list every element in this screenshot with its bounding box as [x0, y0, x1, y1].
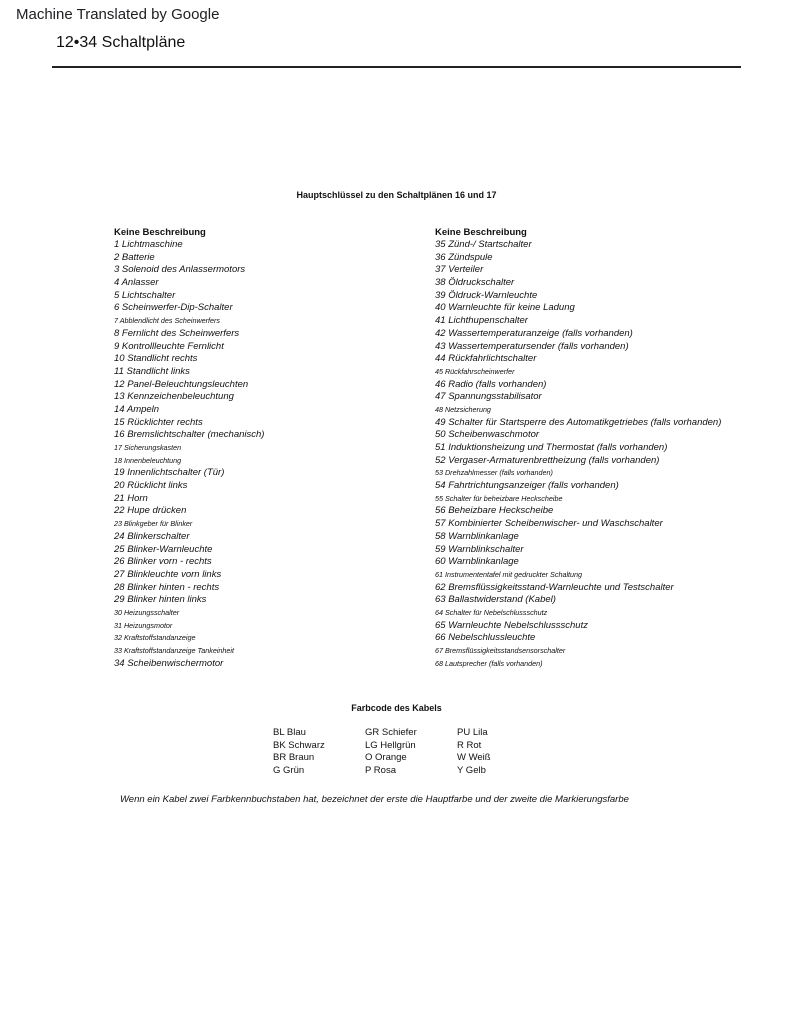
color-code-title: Farbcode des Kabels — [351, 703, 442, 713]
key-list-item: 3 Solenoid des Anlassermotors — [114, 264, 246, 276]
page-header-title: 12•34 Schaltpläne — [56, 34, 186, 51]
key-list-item: 35 Zünd-/ Startschalter — [435, 239, 532, 250]
key-list-item: 32 Kraftstoffstandanzeige — [114, 633, 196, 643]
key-list-item: 47 Spannungsstabilisator — [435, 391, 542, 403]
key-list-item: 16 Bremslichtschalter (mechanisch) — [114, 429, 265, 441]
document-title: Hauptschlüssel zu den Schaltplänen 16 und 17 — [296, 190, 497, 200]
key-list-item: 5 Lichtschalter — [114, 289, 176, 301]
key-list-item: 34 Scheibenwischermotor — [114, 657, 224, 669]
key-list-item: 18 Innenbeleuchtung — [114, 455, 182, 465]
key-list-item: 25 Blinker-Warnleuchte — [114, 543, 213, 555]
key-list-item: 38 Öldruckschalter — [435, 277, 515, 289]
color-code-footnote: Wenn ein Kabel zwei Farbkennbuchstaben hat, bezeichnet der erste die Hauptfarbe und der zweite die Markierungsfarbe — [120, 794, 629, 805]
key-list-item: 59 Warnblinkschalter — [435, 543, 524, 555]
key-list-item: 56 Beheizbare Heckscheibe — [435, 505, 554, 517]
key-list-item: 45 Rückfahrscheinwerfer — [435, 366, 515, 376]
color-code-entry: R Rot — [457, 739, 482, 751]
key-list-item: 68 Lautsprecher (falls vorhanden) — [435, 658, 543, 668]
key-list-item: 44 Rückfahrlichtschalter — [435, 353, 537, 365]
key-list-item: 64 Schalter für Nebelschlussschutz — [435, 607, 548, 617]
color-code-entry: BK Schwarz — [273, 739, 325, 751]
key-list-item: 67 Bremsflüssigkeitsstandsensorschalter — [435, 646, 566, 655]
key-column-right — [435, 228, 765, 670]
key-list-item: 48 Netzsicherung — [435, 404, 491, 414]
key-list-right — [435, 239, 765, 670]
key-list-item: 50 Scheibenwaschmotor — [435, 429, 540, 441]
key-list-item: 28 Blinker hinten - rechts — [114, 581, 220, 593]
key-list-item: 60 Warnblinkanlage — [435, 556, 519, 568]
key-list-item: 58 Warnblinkanlage — [435, 530, 519, 542]
key-list-item: 7 Abblendlicht des Scheinwerfers — [114, 316, 221, 326]
color-code-entry: BR Braun — [273, 752, 315, 764]
key-list-item: 62 Bremsflüssigkeitsstand-Warnleuchte und Testschalter — [435, 581, 674, 593]
key-list-item: 12 Panel-Beleuchtungsleuchten — [114, 378, 249, 390]
key-list-item: 9 Kontrollleuchte Fernlicht — [114, 340, 224, 352]
key-list-item: 53 Drehzahlmesser (falls vorhanden) — [435, 468, 553, 478]
color-code-entry: G Grün — [273, 765, 305, 777]
key-list-item: 10 Standlicht rechts — [114, 353, 198, 365]
machine-translated-banner: Machine Translated by Google — [16, 6, 220, 23]
color-code-entry: BL Blau — [273, 727, 306, 738]
key-list-item: 26 Blinker vorn - rechts — [114, 556, 212, 568]
key-list-item: 61 Instrumententafel mit gedruckter Schaltung — [435, 569, 583, 579]
key-list-item: 4 Anlasser — [114, 277, 159, 289]
key-list-item: 15 Rücklichter rechts — [114, 416, 203, 428]
key-list-item: 19 Innenlichtschalter (Tür) — [114, 467, 225, 479]
key-list-item: 37 Verteiler — [435, 264, 484, 276]
key-list-item: 23 Blinkgeber für Blinker — [114, 519, 193, 529]
color-code-entry: PU Lila — [457, 727, 488, 738]
key-list-item: 17 Sicherungskasten — [114, 443, 182, 452]
color-code-column — [273, 727, 325, 778]
key-list-item: 52 Vergaser-Armaturenbrettheizung (falls vorhanden) — [435, 454, 660, 466]
key-list-item: 8 Fernlicht des Scheinwerfers — [114, 327, 240, 339]
key-column-left — [114, 228, 414, 670]
color-code-entry: W Weiß — [457, 752, 491, 764]
key-list-item: 27 Blinkleuchte vorn links — [114, 568, 222, 580]
color-code-entry: O Orange — [365, 752, 407, 764]
key-list-item: 63 Ballastwiderstand (Kabel) — [435, 594, 556, 606]
color-code-entry: Y Gelb — [457, 765, 486, 777]
key-list-item: 13 Kennzeichenbeleuchtung — [114, 391, 234, 403]
color-code-entry: LG Hellgrün — [365, 739, 416, 751]
key-list-item: 6 Scheinwerfer-Dip-Schalter — [114, 302, 233, 314]
key-list-item: 24 Blinkerschalter — [114, 530, 190, 542]
key-list-item: 1 Lichtmaschine — [114, 239, 183, 250]
key-list-item: 54 Fahrtrichtungsanzeiger (falls vorhanden) — [435, 480, 619, 492]
key-list-item: 51 Induktionsheizung und Thermostat (falls vorhanden) — [435, 442, 668, 453]
key-list-item: 20 Rücklicht links — [114, 480, 188, 492]
key-list-item: 30 Heizungsschalter — [114, 607, 180, 617]
key-list-item: 31 Heizungsmotor — [114, 620, 173, 630]
header-divider — [52, 66, 741, 68]
key-list-item: 2 Batterie — [114, 251, 155, 263]
color-code-entry: GR Schiefer — [365, 727, 417, 738]
key-list-item: 49 Schalter für Startsperre des Automatikgetriebes (falls vorhanden) — [435, 416, 722, 428]
key-list-item: 14 Ampeln — [114, 403, 160, 415]
key-list-item: 40 Warnleuchte für keine Ladung — [435, 302, 575, 314]
key-list-item: 29 Blinker hinten links — [114, 594, 207, 606]
color-code-column — [457, 727, 491, 778]
key-list-item: 46 Radio (falls vorhanden) — [435, 378, 547, 390]
column-heading: Keine Beschreibung — [114, 227, 206, 238]
key-list-left — [114, 239, 414, 670]
key-list-item: 22 Hupe drücken — [114, 505, 187, 517]
key-list-item: 55 Schalter für beheizbare Heckscheibe — [435, 493, 563, 503]
key-list-item: 65 Warnleuchte Nebelschlussschutz — [435, 619, 588, 631]
key-list-item: 57 Kombinierter Scheibenwischer- und Waschschalter — [435, 518, 663, 530]
key-list-item: 41 Lichthupenschalter — [435, 315, 528, 327]
column-heading: Keine Beschreibung — [435, 227, 527, 238]
key-list-item: 11 Standlicht links — [114, 365, 190, 377]
key-list-item: 39 Öldruck-Warnleuchte — [435, 289, 538, 301]
key-list-item: 66 Nebelschlussleuchte — [435, 632, 536, 644]
color-code-column — [365, 727, 417, 778]
key-list-item: 21 Horn — [114, 492, 148, 504]
key-list-item: 36 Zündspule — [435, 251, 493, 263]
key-list-item: 43 Wassertemperatursender (falls vorhanden) — [435, 340, 629, 352]
key-list-item: 42 Wassertemperaturanzeige (falls vorhanden) — [435, 327, 633, 339]
key-list-item: 33 Kraftstoffstandanzeige Tankeinheit — [114, 646, 235, 655]
color-code-entry: P Rosa — [365, 765, 396, 777]
